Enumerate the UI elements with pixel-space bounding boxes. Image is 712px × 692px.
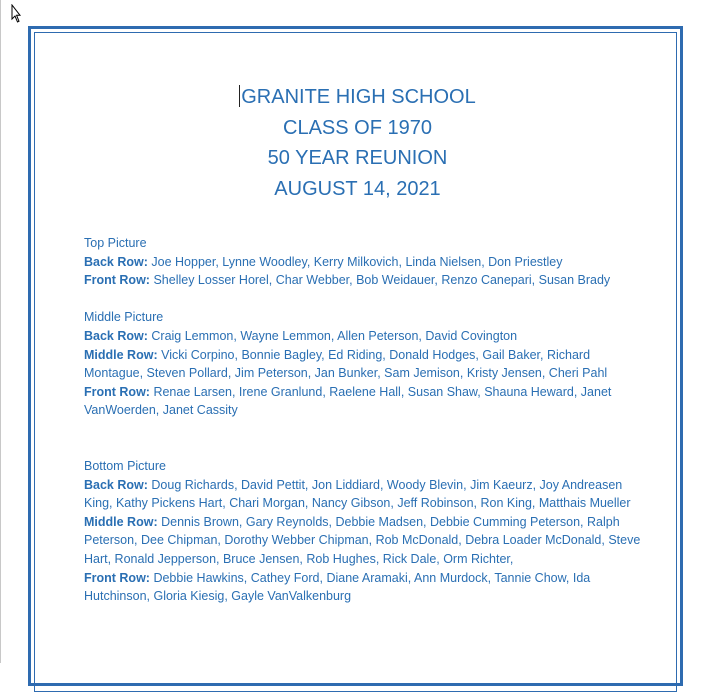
row-label: Front Row: — [84, 570, 150, 585]
title-line-reunion: 50 YEAR REUNION — [267, 147, 448, 169]
row-names: Joe Hopper, Lynne Woodley, Kerry Milkovich, Linda Nielsen, Don Priestley — [151, 254, 563, 269]
title-line-school: GRANITE HIGH SCHOOL — [241, 86, 476, 108]
document-body[interactable] — [84, 234, 644, 606]
row-label: Front Row: — [84, 384, 150, 399]
row-back — [84, 253, 644, 272]
row-label: Middle Row: — [84, 514, 158, 529]
row-names: Doug Richards, David Pettit, Jon Liddiard, Woody Blevin, Jim Kaeurz, Joy Andreasen King, Kathy Pickens Hart, Chari Morgan, Nancy Gibson, Jeff Robinson, Ron King, Matthais Mueller — [84, 477, 631, 511]
row-back — [84, 476, 644, 513]
document-title — [34, 82, 681, 204]
title-line-date: AUGUST 14, 2021 — [274, 177, 441, 200]
section-middle-picture — [84, 308, 644, 420]
row-middle — [84, 346, 644, 383]
row-names: Shelley Losser Horel, Char Webber, Bob Weidauer, Renzo Canepari, Susan Brady — [153, 273, 611, 288]
mouse-pointer-icon — [9, 4, 25, 24]
title-line-class: CLASS OF 1970 — [283, 116, 432, 139]
row-front — [84, 569, 644, 606]
row-label: Back Row: — [84, 328, 148, 343]
row-names: Dennis Brown, Gary Reynolds, Debbie Madsen, Debbie Cumming Peterson, Ralph Peterson, Dee Chipman, Dorothy Webber Chipman, Rob McDonald, Debra Loader McDonald, Steve Hart, Ronald Jepperson, Bruce Jensen, Rob Hughes, Rick Dale, Orm Richter, — [84, 514, 641, 566]
row-label: Middle Row: — [84, 347, 158, 362]
row-back — [84, 327, 644, 346]
row-middle — [84, 513, 644, 569]
row-front — [84, 271, 644, 290]
row-label: Back Row: — [84, 477, 148, 492]
row-names: Craig Lemmon, Wayne Lemmon, Allen Peterson, David Covington — [151, 328, 518, 343]
section-title: Middle Picture — [84, 310, 164, 325]
row-names: Debbie Hawkins, Cathey Ford, Diane Aramaki, Ann Murdock, Tannie Chow, Ida Hutchinson, Gloria Kiesig, Gayle VanValkenburg — [84, 570, 591, 604]
section-bottom-picture — [84, 457, 644, 606]
section-top-picture — [84, 234, 644, 290]
spacer — [84, 420, 644, 457]
row-label: Front Row: — [84, 273, 150, 288]
row-label: Back Row: — [84, 254, 148, 269]
spacer — [84, 290, 644, 309]
row-names: Renae Larsen, Irene Granlund, Raelene Hall, Susan Shaw, Shauna Heward, Janet VanWoerden, Janet Cassity — [84, 384, 612, 418]
section-title: Top Picture — [84, 236, 147, 250]
section-title: Bottom Picture — [84, 458, 166, 473]
row-front — [84, 383, 644, 420]
page-edge — [0, 0, 1, 663]
row-names: Vicki Corpino, Bonnie Bagley, Ed Riding, Donald Hodges, Gail Baker, Richard Montague, Steven Pollard, Jim Peterson, Jan Bunker, Sam Jemison, Kristy Jensen, Cheri Pahl — [84, 347, 608, 381]
